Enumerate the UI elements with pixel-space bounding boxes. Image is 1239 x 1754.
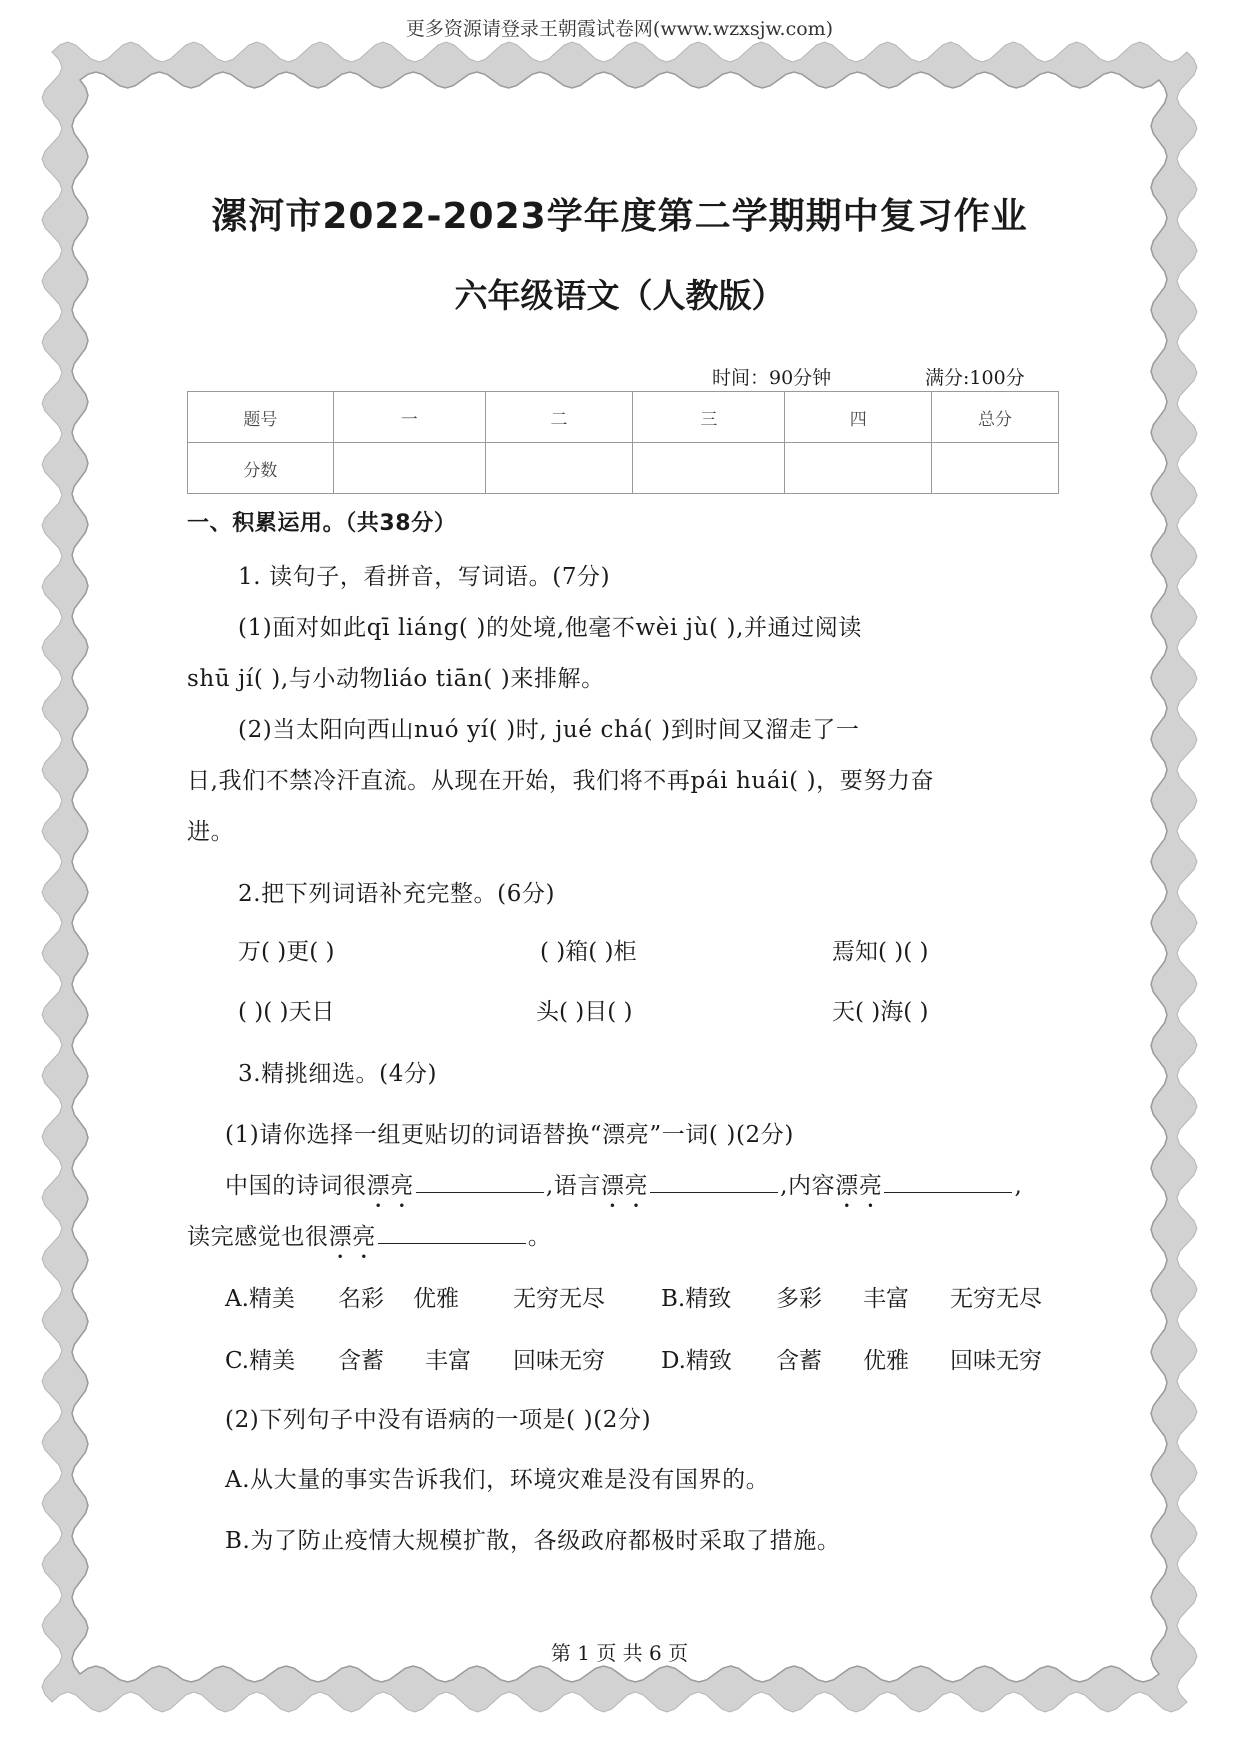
score-table: [187, 391, 1059, 494]
score-entry-cell[interactable]: [932, 443, 1059, 494]
emphasized-word: 漂亮: [366, 1173, 414, 1199]
option-b-word-1: B.精致: [661, 1286, 732, 1312]
idiom-blank: 天( )海( ): [832, 999, 929, 1025]
score-entry-cell[interactable]: [333, 443, 485, 494]
sentence-text: 中国的诗词很: [225, 1173, 367, 1199]
option-d-word-3: 优雅: [863, 1348, 909, 1374]
question-1-sentence-2-line-2: 日,我们不禁冷汗直流。从现在开始，我们将不再pái huái( )，要努力奋: [187, 768, 935, 794]
sentence-text: 。: [527, 1224, 552, 1250]
score-table-cell: 分数: [188, 443, 334, 494]
idiom-blank: ( )箱( )柜: [540, 939, 637, 965]
question-3-part-2-option-b: B.为了防止疫情大规模扩散，各级政府都极时采取了措施。: [225, 1528, 841, 1554]
emphasized-word: 漂亮: [600, 1173, 649, 1199]
exam-subtitle: 六年级语文（人教版）: [454, 276, 785, 315]
score-table-cell: 题号: [188, 392, 334, 443]
option-b-word-4: 无穷无尽: [950, 1286, 1042, 1312]
option-b-word-2: 多彩: [776, 1286, 822, 1312]
option-d-word-1: D.精致: [661, 1348, 732, 1374]
question-1-sentence-2-line-1: (2)当太阳向西山nuó yí( )时, jué chá( )到时间又溜走了一: [238, 717, 860, 743]
sentence-text: ,: [1014, 1173, 1023, 1199]
score-entry-cell[interactable]: [633, 443, 785, 494]
score-table-cell: 四: [785, 392, 932, 443]
sentence-text: ,内容: [780, 1173, 836, 1199]
idiom-blank: 焉知( )( ): [832, 939, 929, 965]
question-3-part-1-title: (1)请你选择一组更贴切的词语替换“漂亮”一词( )(2分): [225, 1122, 794, 1148]
answer-blank[interactable]: [416, 1169, 544, 1193]
idiom-blank: 万( )更( ): [238, 939, 335, 965]
question-3-part-1-sentence: [225, 1167, 1022, 1213]
option-c-word-3: 丰富: [425, 1348, 471, 1374]
section-heading: 一、积累运用。（共38分）: [187, 511, 457, 536]
score-table-cell: 总分: [932, 392, 1059, 443]
option-c-word-4: 回味无穷: [513, 1348, 605, 1374]
question-3-part-2-option-a: A.从大量的事实告诉我们，环境灾难是没有国界的。: [225, 1467, 770, 1493]
option-b-word-3: 丰富: [863, 1286, 909, 1312]
sentence-text: 读完感觉也很: [187, 1224, 329, 1250]
emphasized-word: 漂亮: [328, 1224, 376, 1250]
option-a-word-3: 优雅: [413, 1286, 459, 1312]
option-c-word-2: 含蓄: [338, 1348, 384, 1374]
option-d-word-4: 回味无穷: [950, 1348, 1042, 1374]
question-2-title: 2.把下列词语补充完整。(6分): [238, 881, 556, 907]
page-number: 第 1 页 共 6 页: [550, 1641, 689, 1665]
sentence-text: ,语言: [545, 1173, 601, 1199]
exam-title: 漯河市2022-2023学年度第二学期期中复习作业: [211, 196, 1028, 237]
site-header: 更多资源请登录王朝霞试卷网(www.wzxsjw.com): [405, 18, 834, 40]
answer-blank[interactable]: [650, 1169, 778, 1193]
question-1-sentence-2-line-3: 进。: [187, 819, 235, 845]
exam-time: 时间：90分钟: [712, 367, 832, 389]
idiom-blank: 头( )目( ): [536, 999, 633, 1025]
score-table-header-row: [188, 392, 1059, 443]
option-d-word-2: 含蓄: [776, 1348, 822, 1374]
emphasized-word: 漂亮: [835, 1173, 883, 1199]
score-table-cell: 一: [333, 392, 485, 443]
score-table-cell: 二: [485, 392, 633, 443]
question-1-sentence-1-line-1: (1)面对如此qī liáng( )的处境,他毫不wèi jù( ),并通过阅读: [238, 615, 862, 641]
question-1-title: 1. 读句子，看拼音，写词语。(7分): [238, 564, 611, 590]
answer-blank[interactable]: [378, 1220, 526, 1244]
score-table-cell: 三: [633, 392, 785, 443]
option-a-word-2: 名彩: [338, 1286, 384, 1312]
option-a-word-4: 无穷无尽: [513, 1286, 605, 1312]
idiom-blank: ( )( )天日: [238, 999, 335, 1025]
answer-blank[interactable]: [884, 1169, 1012, 1193]
exam-full-score: 满分:100分: [925, 367, 1025, 389]
option-a-word-1: A.精美: [225, 1286, 295, 1312]
score-entry-cell[interactable]: [485, 443, 633, 494]
question-3-part-1-sentence-end: [187, 1218, 551, 1264]
option-c-word-1: C.精美: [225, 1348, 296, 1374]
question-3-title: 3.精挑细选。(4分): [238, 1061, 438, 1087]
question-1-sentence-1-line-2: shū jí( ),与小动物liáo tiān( )来排解。: [187, 666, 605, 692]
question-3-part-2-title: (2)下列句子中没有语病的一项是( )(2分): [225, 1407, 652, 1433]
score-entry-cell[interactable]: [785, 443, 932, 494]
score-table-score-row: [188, 443, 1059, 494]
